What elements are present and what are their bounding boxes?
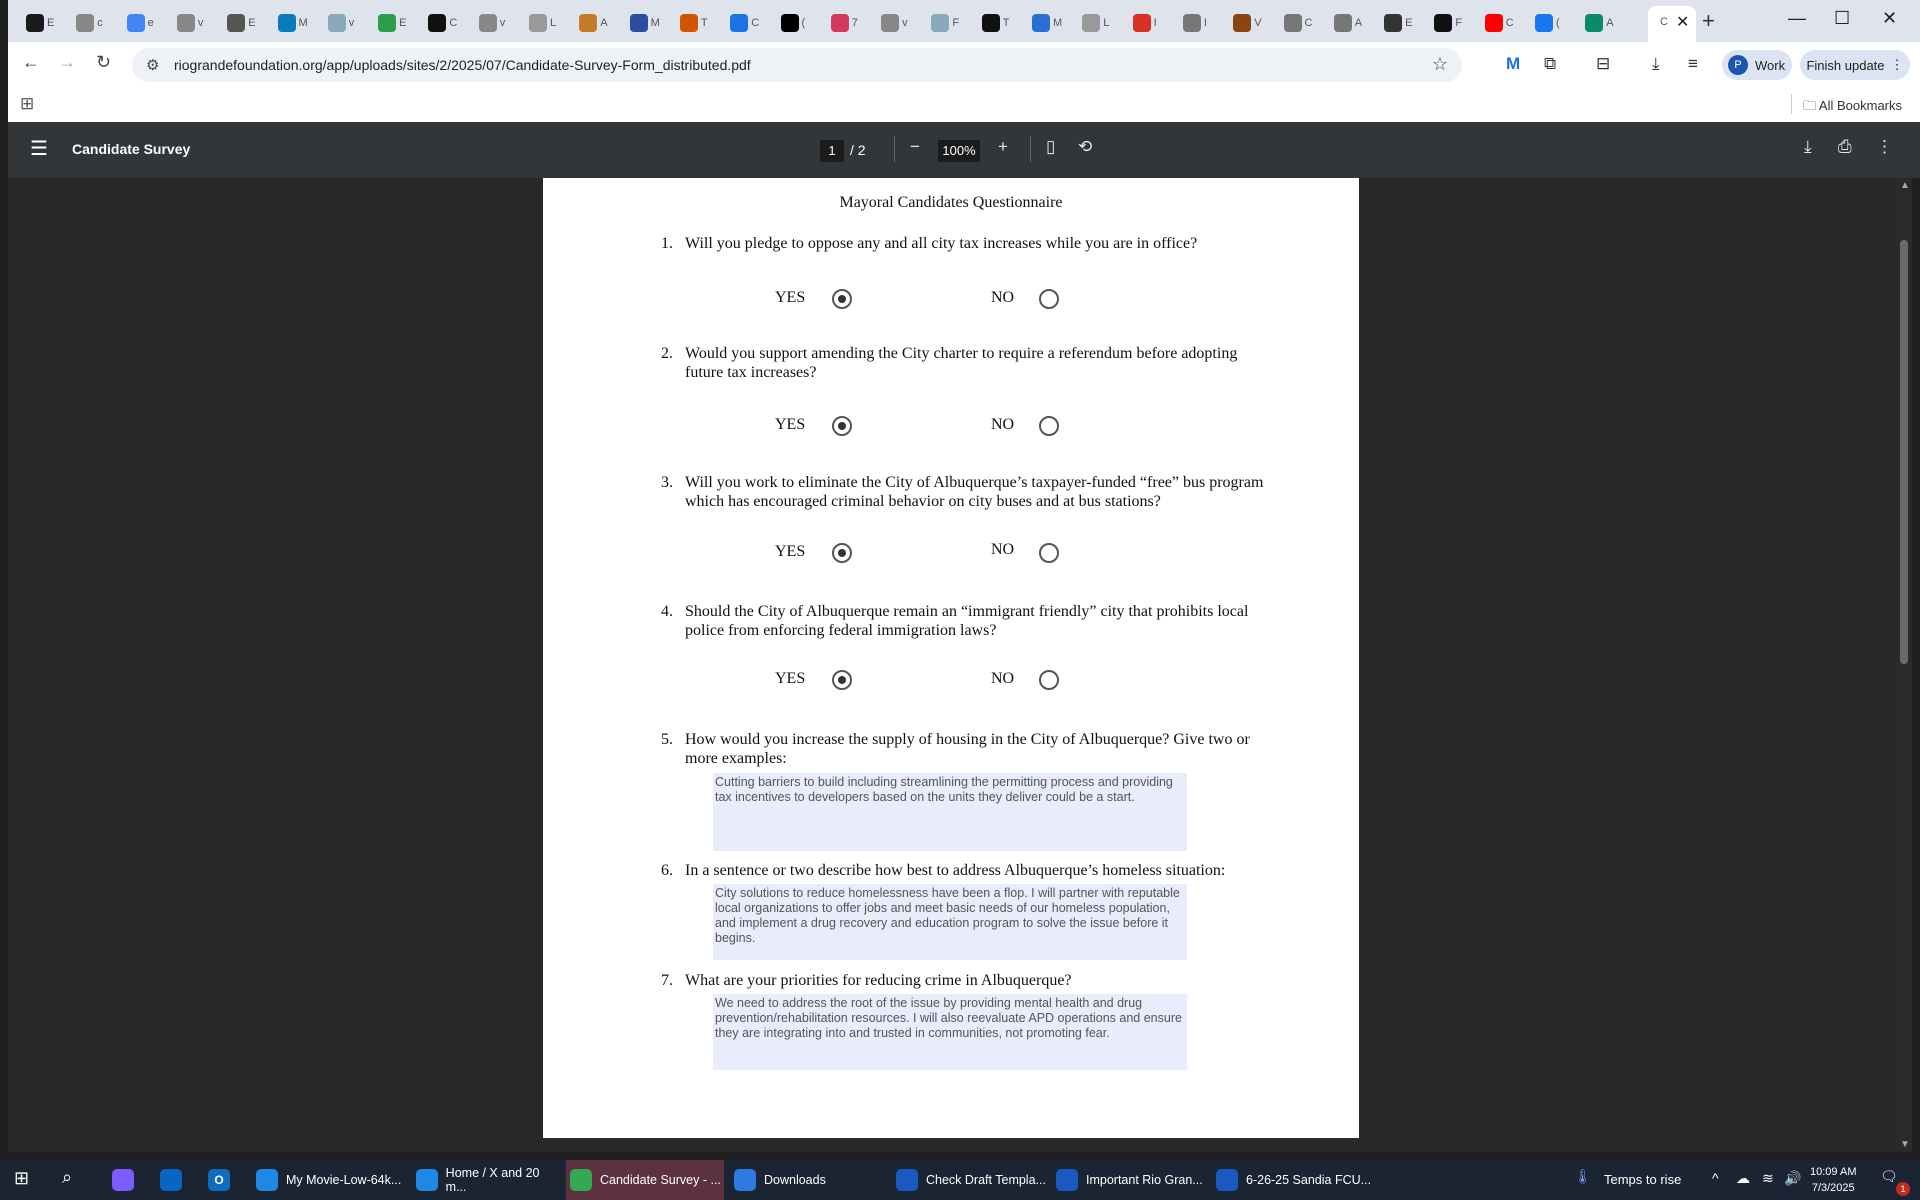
- site-icon: [378, 14, 396, 32]
- profile-name: Work: [1755, 57, 1786, 73]
- globe-icon: [1334, 14, 1352, 32]
- browser-tab[interactable]: [479, 10, 506, 36]
- site-icon: [1585, 14, 1603, 32]
- question-text: Will you pledge to oppose any and all city tax increases while you are in office?: [685, 235, 1198, 252]
- tab-title: A: [600, 17, 608, 29]
- close-tab-icon[interactable]: ✕: [1676, 14, 1690, 31]
- edge-icon: [416, 1169, 438, 1191]
- tab-title: L: [550, 17, 557, 29]
- search-icon[interactable]: ⌕: [62, 1167, 73, 1187]
- taskbar-item[interactable]: [1052, 1160, 1207, 1200]
- wiki-icon: [1183, 14, 1201, 32]
- zoom-input[interactable]: 100%: [938, 140, 980, 162]
- browser-tab[interactable]: [1384, 10, 1412, 36]
- browser-tab[interactable]: [127, 10, 154, 36]
- browser-tab[interactable]: [328, 10, 355, 36]
- active-tab[interactable]: [1648, 6, 1696, 42]
- taskbar-item-label: Downloads: [764, 1173, 826, 1187]
- folder-icon: 🗀: [1803, 98, 1819, 113]
- browser-tab[interactable]: [378, 10, 406, 36]
- browser-tab[interactable]: [529, 10, 556, 36]
- question-number: 1.: [661, 235, 673, 252]
- taskbar-item-label: Candidate Survey - ...: [600, 1173, 721, 1187]
- browser-tab[interactable]: [1183, 10, 1207, 36]
- question-number: 7.: [661, 972, 673, 989]
- taskbar-item[interactable]: [1212, 1160, 1372, 1200]
- notification-badge: 1: [1896, 1182, 1910, 1196]
- tab-title: C: [1505, 17, 1514, 29]
- new-tab-button[interactable]: +: [1702, 8, 1715, 33]
- browser-tab[interactable]: [881, 10, 908, 36]
- tab-title: c: [97, 17, 103, 29]
- q3-yes-radio[interactable]: [832, 543, 852, 563]
- browser-tab[interactable]: [1585, 10, 1613, 36]
- chrome-icon: [570, 1169, 592, 1191]
- close-window-icon[interactable]: ✕: [1882, 8, 1898, 28]
- bookmark-star-icon[interactable]: ☆: [1431, 54, 1448, 74]
- taskbar-item[interactable]: [730, 1160, 886, 1200]
- site-icon: [1434, 14, 1452, 32]
- tab-title: E: [248, 17, 256, 29]
- page-number-input[interactable]: 1: [820, 140, 844, 162]
- download-icon[interactable]: ⤓: [1804, 137, 1812, 156]
- site-info-icon[interactable]: ⚙: [146, 57, 160, 74]
- browser-tab[interactable]: [26, 10, 54, 36]
- site-icon: [428, 14, 446, 32]
- time: 10:09 AM: [1810, 1166, 1857, 1178]
- browser-tab[interactable]: [1082, 10, 1109, 36]
- pdf-title: Candidate Survey: [72, 141, 191, 157]
- extension-icon[interactable]: M: [1506, 54, 1521, 73]
- chart-icon: [529, 14, 547, 32]
- windows-start-icon[interactable]: ⊞: [14, 1168, 30, 1188]
- browser-tab[interactable]: [428, 10, 457, 36]
- outlook-icon[interactable]: O: [208, 1169, 230, 1191]
- yes-label: YES: [775, 543, 806, 560]
- pdf-toolbar: [8, 122, 1920, 178]
- calendar-icon: [26, 14, 44, 32]
- question-number: 3.: [661, 474, 673, 491]
- q2-no-radio[interactable]: [1039, 416, 1059, 436]
- tab-title: M: [650, 17, 660, 29]
- pdf-page: [543, 178, 1359, 1138]
- apps-grid-icon[interactable]: ⊞: [20, 94, 35, 113]
- tab-title: A: [1354, 17, 1363, 29]
- back-icon[interactable]: ←: [22, 52, 40, 72]
- globe-icon: [177, 14, 195, 32]
- mail-icon: [831, 14, 849, 32]
- tab-title: v: [348, 17, 355, 29]
- browser-tab[interactable]: [177, 10, 204, 36]
- browser-tab[interactable]: [1334, 10, 1362, 36]
- yes-label: YES: [775, 289, 806, 306]
- youtube-icon: [1485, 14, 1503, 32]
- tab-title: E: [1405, 17, 1413, 29]
- site-icon: [1233, 14, 1251, 32]
- browser-tab[interactable]: [1485, 10, 1514, 36]
- browser-tab[interactable]: [227, 10, 255, 36]
- page-total: / 2: [850, 142, 866, 158]
- taskbar-item-label: My Movie-Low-64k...: [286, 1173, 402, 1187]
- site-icon: [278, 14, 296, 32]
- browser-tab[interactable]: [680, 10, 708, 36]
- divider: [1791, 94, 1792, 114]
- pdf-viewer: [8, 178, 1904, 1152]
- rotate-icon[interactable]: ⟲: [1078, 137, 1093, 156]
- taskbar-item-label: Home / X and 20 m...: [445, 1166, 540, 1194]
- tab-title: M: [1053, 17, 1063, 29]
- url-text[interactable]: riograndefoundation.org/app/uploads/sites/2/2025/07/Candidate-Survey-Form_distributed.pdf: [174, 57, 751, 73]
- profile-button[interactable]: [1722, 50, 1792, 80]
- bookmarks-bar: [8, 88, 1920, 122]
- divider: [894, 136, 895, 162]
- tab-title: V: [1254, 17, 1262, 29]
- edge-icon: [256, 1169, 278, 1191]
- reading-mode-icon[interactable]: ⊟: [1596, 54, 1611, 73]
- globe-icon: [479, 14, 497, 32]
- download-icon: [734, 1169, 756, 1191]
- tab-title: T: [700, 17, 708, 29]
- word-icon: [1056, 1169, 1078, 1191]
- taskbar-item-label: Check Draft Templa...: [926, 1173, 1046, 1187]
- all-bookmarks-button[interactable]: [1803, 97, 1902, 119]
- globe-icon: [76, 14, 94, 32]
- gmail-icon: [1133, 14, 1151, 32]
- question-number: 2.: [661, 345, 673, 362]
- site-icon: [730, 14, 748, 32]
- word-icon: [1216, 1169, 1238, 1191]
- taskbar-item-label: 6-26-25 Sandia FCU...: [1246, 1173, 1372, 1187]
- tab-title: E: [47, 17, 55, 29]
- wifi-icon[interactable]: ≋: [1762, 1170, 1774, 1186]
- taskbar-item[interactable]: [566, 1160, 724, 1200]
- q5-answer-field[interactable]: Cutting barriers to build including streamlining the permitting process and providing tax incentives to developers based on the units they deliver could be a start.: [713, 773, 1187, 851]
- tab-title: F: [1455, 17, 1463, 29]
- more-vert-icon: ⋮: [1890, 57, 1904, 72]
- tab-title: 7: [851, 17, 858, 29]
- globe-icon: [881, 14, 899, 32]
- media-controls-icon[interactable]: ≡: [1688, 54, 1698, 73]
- globe-icon: [1284, 14, 1302, 32]
- taskbar-item[interactable]: [412, 1160, 562, 1200]
- shield-icon: [630, 14, 648, 32]
- zoom-out-icon[interactable]: −: [910, 137, 920, 156]
- question-number: 4.: [661, 603, 673, 620]
- no-label: NO: [991, 541, 1015, 558]
- clock[interactable]: [1810, 1164, 1856, 1196]
- onedrive-icon[interactable]: ☁: [1736, 1170, 1750, 1186]
- divider: [1030, 136, 1031, 162]
- site-icon: [579, 14, 597, 32]
- date: 7/3/2025: [1811, 1182, 1855, 1194]
- question-text: In a sentence or two describe how best to address Albuquerque’s homeless situation:: [685, 862, 1226, 879]
- google-icon: [127, 14, 145, 32]
- finish-update-label: Finish update: [1806, 57, 1885, 73]
- taskbar-item[interactable]: [892, 1160, 1047, 1200]
- question-text: How would you increase the supply of housing in the City of Albuquerque? Give two or more examples:: [685, 731, 1250, 767]
- scrollbar-thumb[interactable]: [1900, 240, 1908, 664]
- browser-tab[interactable]: [931, 10, 959, 36]
- no-label: NO: [991, 416, 1015, 433]
- q6-answer-field[interactable]: City solutions to reduce homelessness have been a flop. I will partner with reputable local organizations to offer jobs and meet basic needs of our homeless population, and implement a drug recovery and education program to solve the issue before it begins.: [713, 884, 1187, 960]
- document-title: Mayoral Candidates Questionnaire: [839, 194, 1063, 211]
- browser-tab[interactable]: [1284, 10, 1313, 36]
- tab-title: (: [1556, 17, 1560, 29]
- all-bookmarks-label: All Bookmarks: [1818, 98, 1902, 113]
- fit-page-icon[interactable]: ▯: [1046, 137, 1056, 156]
- taskbar-item[interactable]: [252, 1160, 402, 1200]
- minimize-icon[interactable]: —: [1788, 8, 1806, 28]
- scroll-down-icon[interactable]: ▼: [1900, 1139, 1910, 1150]
- tab-title: C: [449, 17, 458, 29]
- x-icon: [781, 14, 799, 32]
- tray-chevron-icon[interactable]: ^: [1712, 1170, 1719, 1186]
- yes-label: YES: [775, 416, 806, 433]
- question-text: What are your priorities for reducing crime in Albuquerque?: [685, 972, 1072, 989]
- thermometer-icon: 🌡: [1574, 1168, 1592, 1184]
- tab-title: v: [902, 17, 908, 29]
- browser-tab[interactable]: [1233, 10, 1261, 36]
- no-label: NO: [991, 670, 1015, 687]
- word-icon: [896, 1169, 918, 1191]
- avatar: P: [1728, 55, 1748, 75]
- tab-title: M: [298, 17, 308, 29]
- weather-text[interactable]: Temps to rise: [1604, 1172, 1682, 1187]
- q1-no-radio[interactable]: [1039, 289, 1059, 309]
- finish-update-button[interactable]: [1800, 50, 1910, 80]
- q3-no-radio[interactable]: [1039, 543, 1059, 563]
- browser-tab[interactable]: [1535, 10, 1560, 36]
- address-bar-row: [8, 42, 1920, 88]
- q2-yes-radio[interactable]: [832, 416, 852, 436]
- tab-title: v: [197, 17, 204, 29]
- tab-title: I: [1203, 17, 1207, 29]
- extensions-puzzle-icon[interactable]: ⧉: [1544, 54, 1557, 73]
- forward-icon[interactable]: →: [58, 52, 76, 72]
- site-icon: [1384, 14, 1402, 32]
- yes-label: YES: [775, 670, 806, 687]
- tab-strip: [8, 0, 1920, 42]
- q4-yes-radio[interactable]: [832, 670, 852, 690]
- tab-title: C: [1304, 17, 1313, 29]
- active-tab-title: C: [1660, 16, 1668, 28]
- tab-title: I: [1153, 17, 1157, 29]
- tab-title: (: [801, 17, 806, 29]
- facebook-icon: [1535, 14, 1553, 32]
- zoom-in-icon[interactable]: +: [998, 137, 1008, 156]
- question-number: 6.: [661, 862, 673, 879]
- tab-title: F: [952, 17, 960, 29]
- site-icon: [227, 14, 245, 32]
- tab-title: e: [147, 17, 154, 29]
- browser-tab[interactable]: [831, 10, 858, 36]
- loading-icon: [931, 14, 949, 32]
- downloads-icon[interactable]: ⤓: [1652, 54, 1660, 73]
- tab-title: C: [751, 17, 760, 29]
- browser-tab[interactable]: [730, 10, 759, 36]
- q7-answer-field[interactable]: We need to address the root of the issue by providing mental health and drug prevention/rehabilitation resources. I will also reevaluate APD operations and ensure they are integrating into and trusted in communities, not promoting fear.: [713, 994, 1187, 1070]
- copilot-icon[interactable]: [112, 1169, 134, 1191]
- tab-title: A: [1606, 17, 1614, 29]
- browser-tab[interactable]: [630, 10, 660, 36]
- print-icon[interactable]: ⎙: [1838, 137, 1852, 156]
- loading-icon: [328, 14, 346, 32]
- q4-no-radio[interactable]: [1039, 670, 1059, 690]
- browser-tab[interactable]: [1434, 10, 1462, 36]
- browser-tab[interactable]: [76, 10, 103, 36]
- site-icon: [1032, 14, 1050, 32]
- hamburger-menu-icon[interactable]: ☰: [30, 138, 48, 160]
- tab-title: L: [1103, 17, 1110, 29]
- question-number: 5.: [661, 731, 673, 748]
- browser-tab[interactable]: [1032, 10, 1062, 36]
- volume-icon[interactable]: 🔊: [1784, 1170, 1802, 1186]
- more-options-icon[interactable]: ⋮: [1876, 137, 1893, 156]
- question-text: Should the City of Albuquerque remain an “immigrant friendly” city that prohibits local police from enforcing federal immigration laws?: [685, 603, 1249, 639]
- tab-title: v: [499, 17, 506, 29]
- reload-icon[interactable]: ↻: [96, 52, 112, 72]
- site-icon: [982, 14, 1000, 32]
- browser-tab[interactable]: [982, 10, 1010, 36]
- q1-yes-radio[interactable]: [832, 289, 852, 309]
- no-label: NO: [991, 289, 1015, 306]
- remote-desktop-icon[interactable]: [160, 1169, 182, 1191]
- taskbar-item-label: Important Rio Gran...: [1086, 1173, 1203, 1187]
- omnibox[interactable]: [132, 48, 1462, 82]
- scrollbar[interactable]: [1896, 178, 1912, 1152]
- maximize-icon[interactable]: ☐: [1834, 8, 1851, 28]
- taskbar: [0, 1160, 1920, 1200]
- browser-tab[interactable]: [1133, 10, 1157, 36]
- browser-tab[interactable]: [781, 10, 806, 36]
- chart-icon: [1082, 14, 1100, 32]
- question-text: Would you support amending the City charter to require a referendum before adopting future tax increases?: [685, 345, 1238, 381]
- browser-tab[interactable]: [579, 10, 607, 36]
- tab-title: T: [1002, 17, 1010, 29]
- scroll-up-icon[interactable]: ▲: [1900, 180, 1910, 191]
- tab-title: E: [399, 17, 407, 29]
- notification-icon[interactable]: 🗨: [1880, 1168, 1898, 1184]
- site-icon: [680, 14, 698, 32]
- browser-tab[interactable]: [278, 10, 308, 36]
- question-text: Will you work to eliminate the City of Albuquerque’s taxpayer-funded “free” bus program which has encouraged criminal behavior on city buses and at bus stations?: [685, 474, 1264, 510]
